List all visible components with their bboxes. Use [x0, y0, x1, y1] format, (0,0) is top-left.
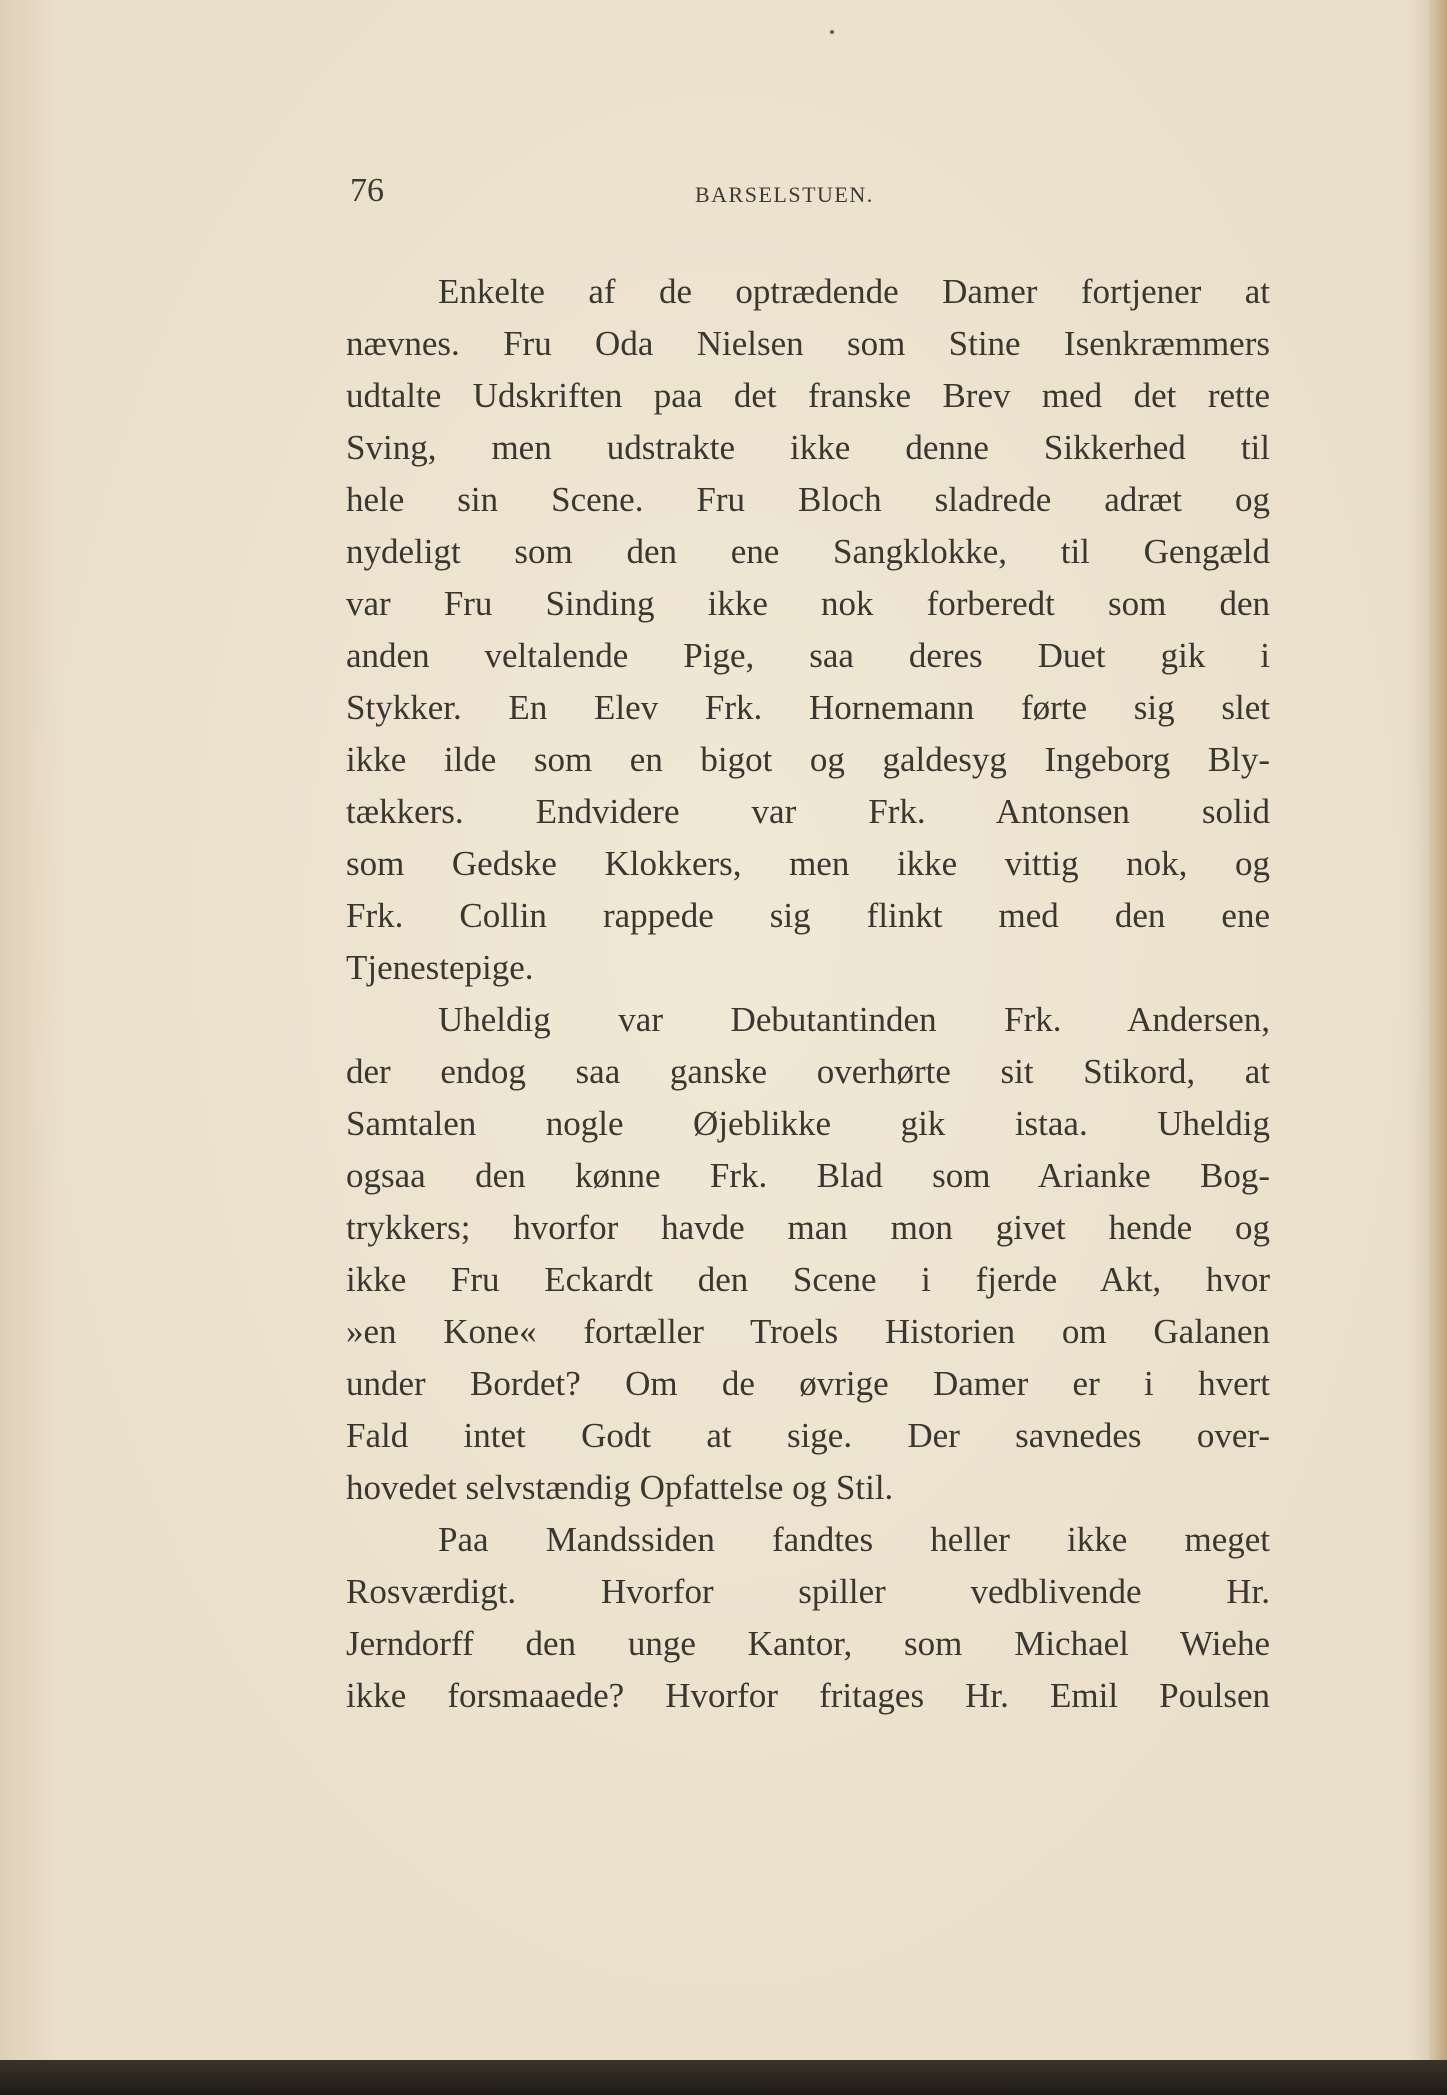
text-line: under Bordet? Om de øvrige Damer er i hvert [346, 1364, 1270, 1403]
page-number: 76 [350, 172, 384, 209]
ink-speck [830, 30, 834, 34]
text-line: trykkers; hvorfor havde man mon givet hende og [346, 1208, 1270, 1247]
page-header [350, 172, 1270, 222]
text-line: Tjenestepige. [346, 948, 534, 987]
page-edge [1429, 0, 1447, 2060]
text-line: Stykker. En Elev Frk. Hornemann førte sig slet [346, 688, 1270, 727]
text-line: udtalte Udskriften paa det franske Brev med det rette [346, 376, 1270, 415]
running-head: BARSELSTUEN. [695, 182, 874, 207]
text-line: Jerndorff den unge Kantor, som Michael Wiehe [346, 1624, 1270, 1663]
text-line: ikke ilde som en bigot og galdesyg Ingeborg Bly- [346, 740, 1270, 779]
text-line: nævnes. Fru Oda Nielsen som Stine Isenkræmmers [346, 324, 1270, 363]
text-line: hovedet selvstændig Opfattelse og Stil. [346, 1468, 894, 1507]
text-line: hele sin Scene. Fru Bloch sladrede adræt og [346, 480, 1270, 519]
text-line: nydeligt som den ene Sangklokke, til Gengæld [346, 532, 1270, 571]
text-line: anden veltalende Pige, saa deres Duet gik i [346, 636, 1270, 675]
text-line: Paa Mandssiden fandtes heller ikke meget [438, 1520, 1270, 1559]
text-line: Frk. Collin rappede sig flinkt med den ene [346, 896, 1270, 935]
text-line: der endog saa ganske overhørte sit Stikord, at [346, 1052, 1270, 1091]
text-line: Fald intet Godt at sige. Der savnedes over- [346, 1416, 1270, 1455]
text-line: Samtalen nogle Øjeblikke gik istaa. Uheldig [346, 1104, 1270, 1143]
text-line: ogsaa den kønne Frk. Blad som Arianke Bog- [346, 1156, 1270, 1195]
book-bottom-edge [0, 2060, 1447, 2095]
text-line: var Fru Sinding ikke nok forberedt som den [346, 584, 1270, 623]
text-line: Enkelte af de optrædende Damer fortjener at [438, 272, 1270, 311]
text-line: tækkers. Endvidere var Frk. Antonsen solid [346, 792, 1270, 831]
body-text [346, 266, 1270, 1722]
text-line: ikke forsmaaede? Hvorfor fritages Hr. Emil Poulsen [346, 1676, 1270, 1715]
text-line: ikke Fru Eckardt den Scene i fjerde Akt, hvor [346, 1260, 1270, 1299]
text-line: som Gedske Klokkers, men ikke vittig nok, og [346, 844, 1270, 883]
text-line: Rosværdigt. Hvorfor spiller vedblivende Hr. [346, 1572, 1270, 1611]
text-line: Sving, men udstrakte ikke denne Sikkerhed til [346, 428, 1270, 467]
text-line: Uheldig var Debutantinden Frk. Andersen, [438, 1000, 1270, 1039]
text-line: »en Kone« fortæller Troels Historien om Galanen [346, 1312, 1270, 1351]
